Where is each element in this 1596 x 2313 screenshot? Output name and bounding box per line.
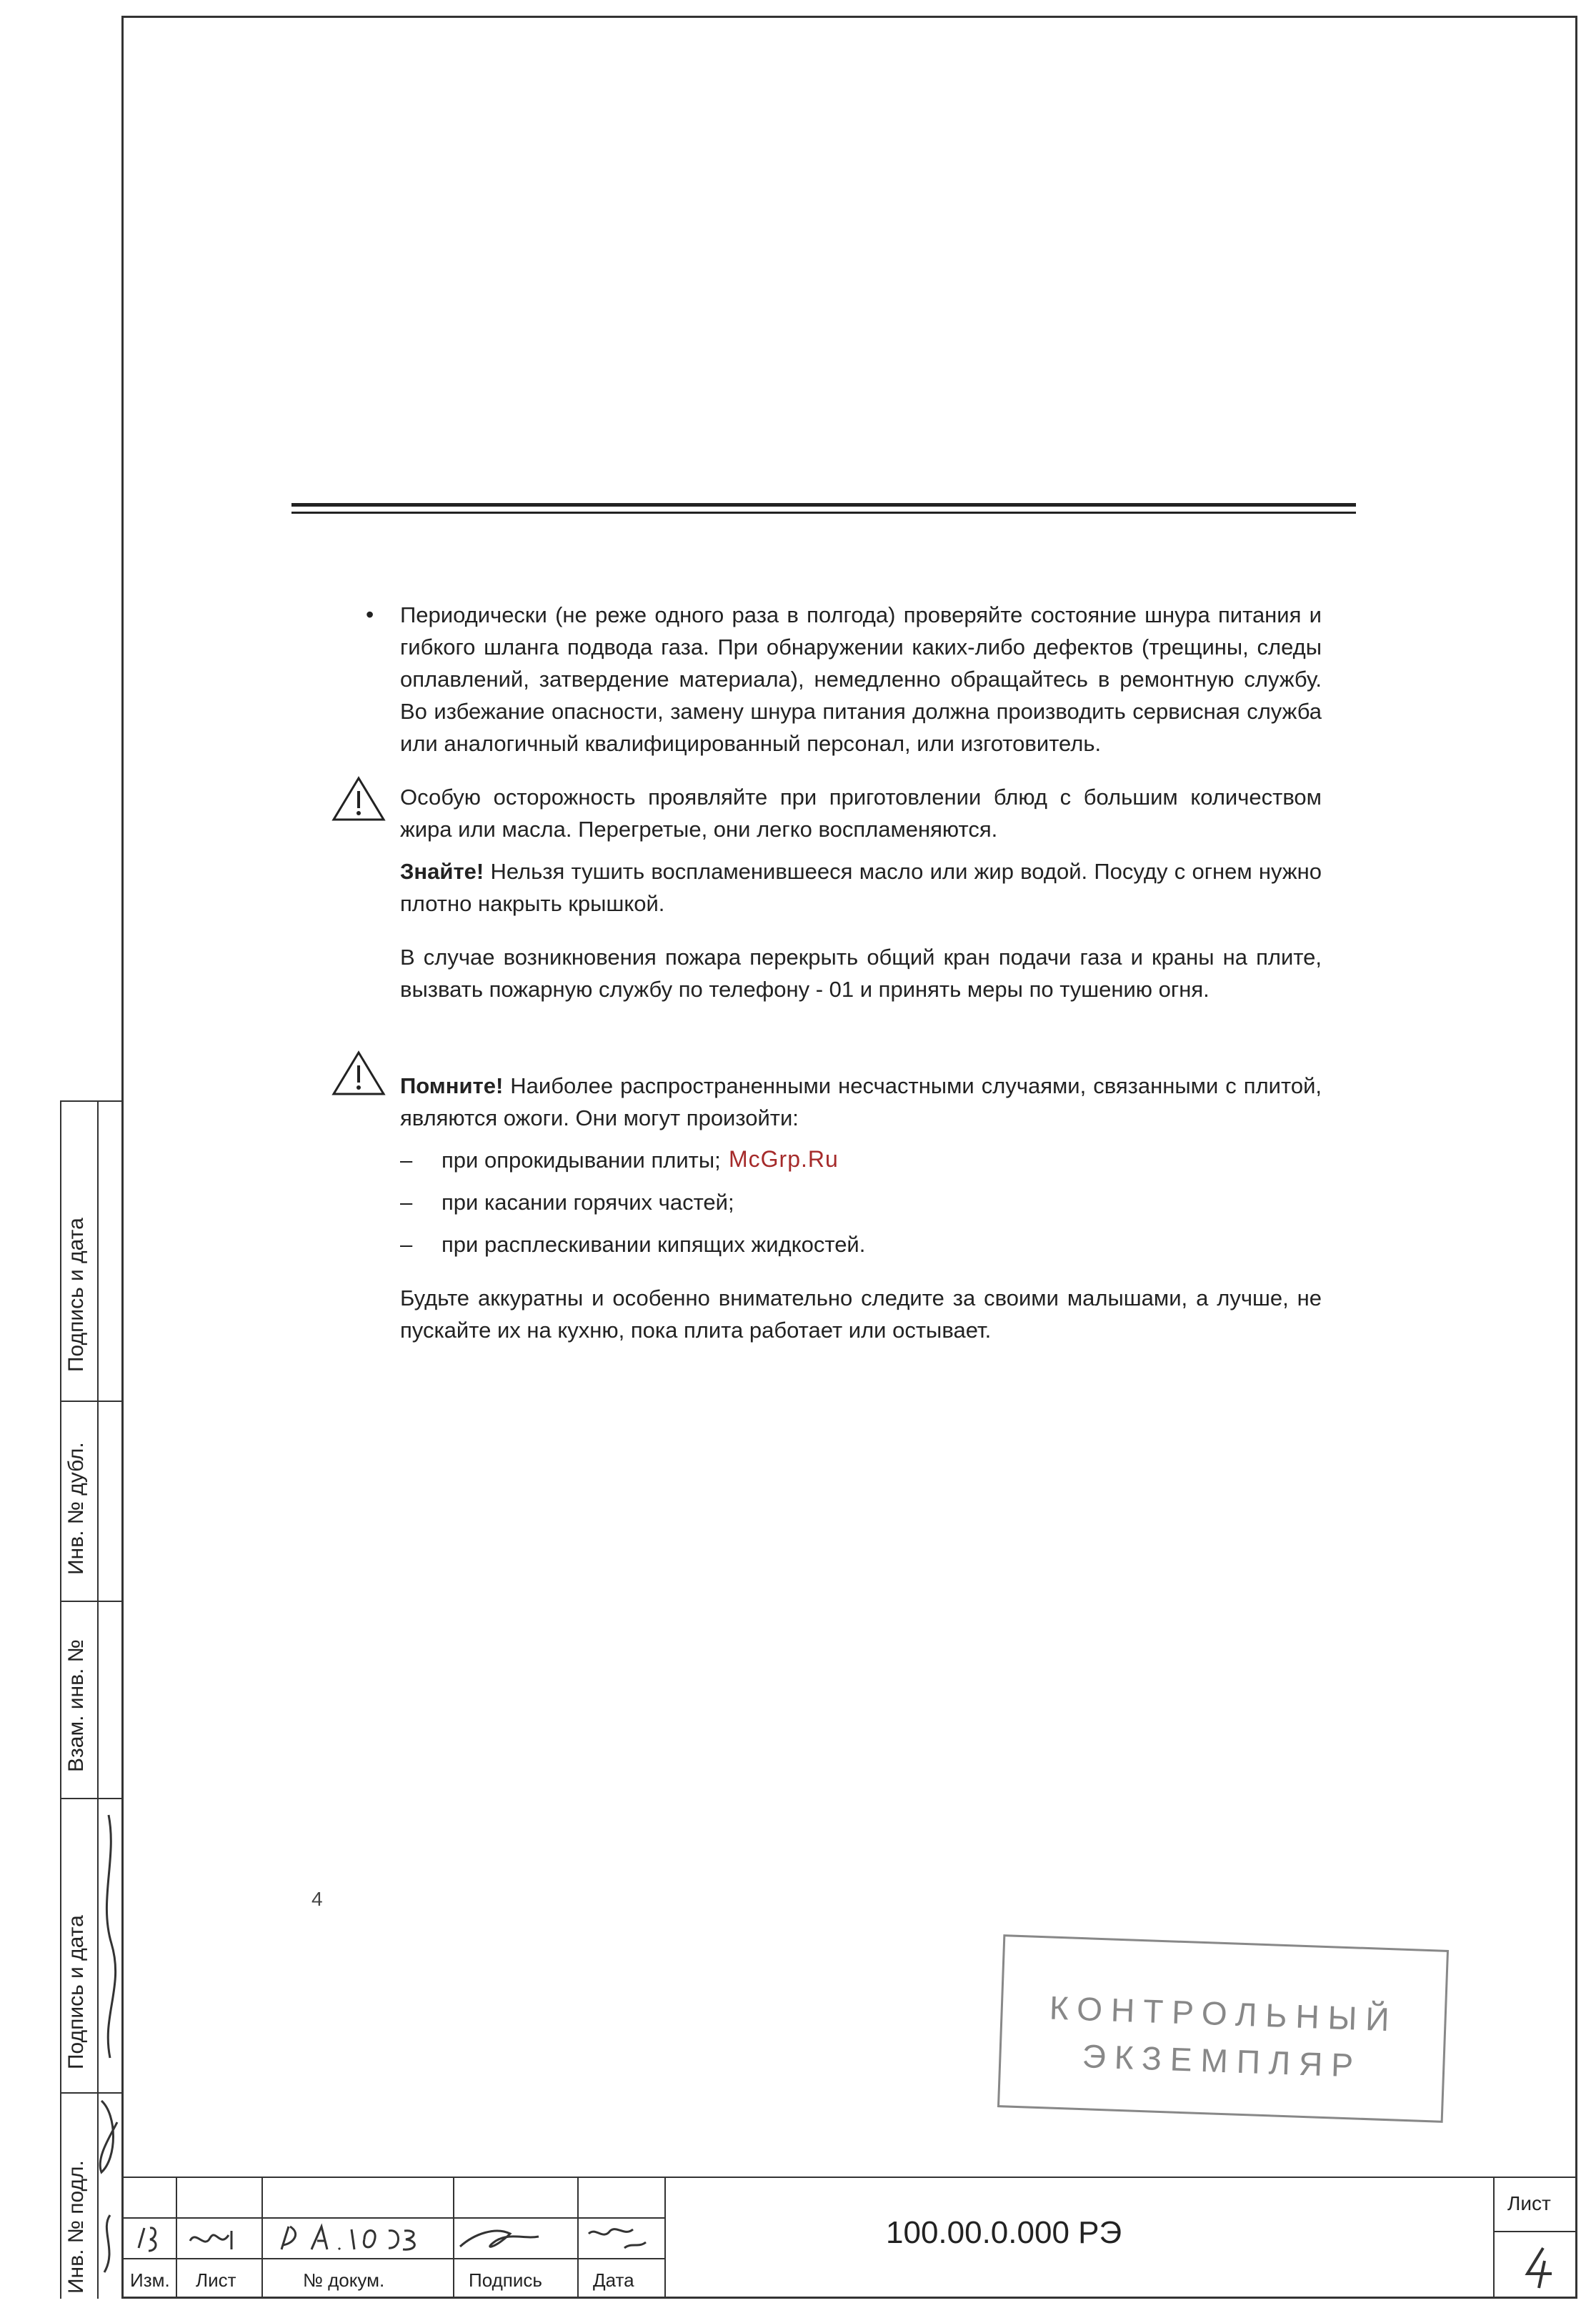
side-label-signature-date-2: Подпись и дата [64, 1915, 88, 2069]
remember-label: Помните! [400, 1073, 504, 1098]
header-rule-thick [291, 503, 1356, 507]
warning-block-2 [400, 1070, 1322, 1346]
header-sheet: Лист [196, 2269, 236, 2291]
stamp-line-1: КОНТРОЛЬНЫЙ [1049, 1989, 1399, 2039]
header-rule-thin [291, 512, 1356, 514]
stamp-line-2: ЭКЗЕМПЛЯР [1082, 2037, 1362, 2084]
know-label: Знайте! [400, 859, 484, 884]
handwritten-revision-row [124, 2219, 664, 2258]
closing-paragraph: Будьте аккуратны и особенно внимательно следите за своими малышами, а лучше, не пускайте их на кухню, пока плита работает или остывает. [400, 1285, 1322, 1343]
watermark: McGrp.Ru [729, 1146, 839, 1172]
frame-left-border [121, 16, 124, 2299]
main-content [366, 599, 1322, 1346]
title-block [121, 2177, 1577, 2299]
warning-triangle-icon [331, 1050, 386, 1097]
side-stamp [60, 1100, 121, 2299]
know-paragraph [400, 855, 1322, 920]
handwritten-sheet-number [1517, 2242, 1560, 2292]
fire-paragraph: В случае возникновения пожара перекрыть общий кран подачи газа и краны на плите, вызвать пожарную службу по телефону - 01 и принять меры по тушению огня. [400, 945, 1322, 1002]
warning-block-1 [400, 781, 1322, 1005]
dash-item-1: – при опрокидывании плиты; [400, 1148, 721, 1173]
warning-triangle-icon [331, 775, 386, 822]
warning1-text: Особую осторожность проявляйте при приготовлении блюд с большим количеством жира или масла. Перегретые, они легко воспламеняются. [400, 785, 1322, 842]
side-label-orig-inv: Инв. № подл. [64, 2160, 88, 2294]
sheet-label: Лист [1507, 2192, 1551, 2214]
side-label-replaced-inv: Взам. инв. № [64, 1639, 88, 1772]
side-label-dup-inv: Инв. № дубл. [64, 1442, 88, 1575]
header-date: Дата [593, 2269, 634, 2291]
side-label-signature-date-1: Подпись и дата [64, 1218, 88, 1372]
dash-item-text: при касании горячих частей; [442, 1190, 734, 1215]
dash-item-3: – при расплескивании кипящих жидкостей. [400, 1232, 866, 1257]
bullet-paragraph [366, 599, 1322, 760]
dash-item-2: – при касании горячих частей; [400, 1190, 734, 1215]
handwritten-signature [96, 1801, 121, 2294]
page-number: 4 [311, 1888, 323, 1910]
header-change: Изм. [130, 2269, 170, 2291]
control-copy-stamp [997, 1934, 1449, 2123]
dash-item-text: при опрокидывании плиты; [442, 1148, 721, 1173]
bullet-icon: • [366, 602, 374, 627]
header-signature: Подпись [469, 2269, 542, 2291]
header-doc-number: № докум. [303, 2269, 385, 2291]
frame-top-border [121, 16, 1577, 18]
document-code: 100.00.0.000 РЭ [886, 2215, 1122, 2250]
dash-item-text: при расплескивании кипящих жидкостей. [442, 1232, 866, 1257]
remember-paragraph [400, 1070, 1322, 1134]
frame-right-border [1575, 16, 1577, 2299]
remember-text: Наиболее распространенными несчастными случаями, связанными с плитой, являются ожоги. Они могут произойти: [400, 1073, 1322, 1130]
know-text: Нельзя тушить воспламенившееся масло или жир водой. Посуду с огнем нужно плотно накрыть крышкой. [400, 859, 1322, 916]
bullet-text: Периодически (не реже одного раза в полгода) проверяйте состояние шнура питания и гибкого шланга подвода газа. При обнаружении каких-либо дефектов (трещины, следы оплавлений, затвердение материала), немедленно обращайтесь в ремонтную службу. Во избежание опасности, замену шнура питания должна производить сервисная служба или аналогичный квалифицированный персонал, или изготовитель. [400, 602, 1322, 756]
